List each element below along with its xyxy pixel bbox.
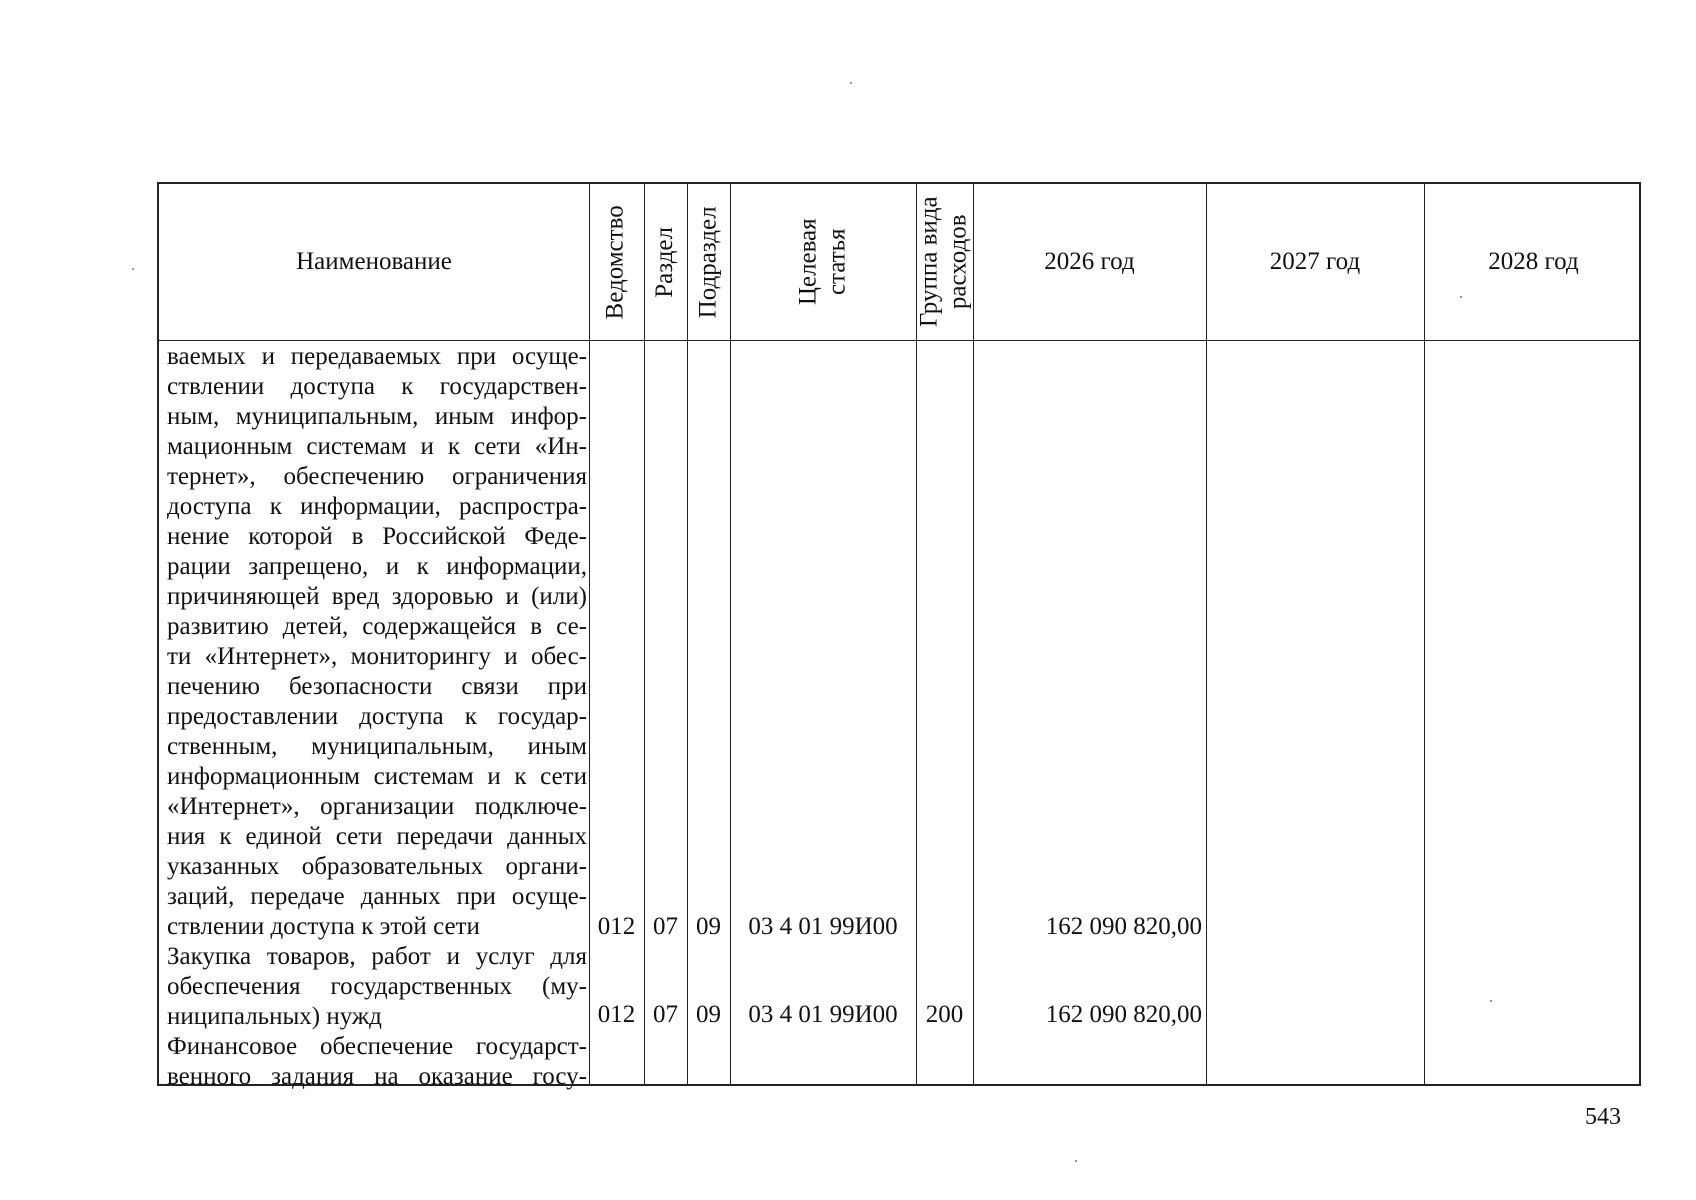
row-expense-group: 200 bbox=[925, 1001, 964, 1028]
name-line: «Интернет», организации подключе- bbox=[167, 793, 587, 820]
name-line: нение которой в Российской Феде- bbox=[167, 523, 587, 550]
header-target-article: Целевая статья bbox=[794, 218, 850, 306]
row-target-article: 03 4 01 99И00 bbox=[748, 913, 898, 940]
name-line: мационным системам и к сети «Ин- bbox=[167, 433, 587, 460]
name-line: тернет», обеспечению ограничения bbox=[167, 463, 587, 490]
row-subsection: 09 bbox=[696, 1001, 721, 1028]
row-department: 012 bbox=[597, 913, 636, 940]
name-line: печению безопасности связи при bbox=[167, 673, 587, 700]
row-department: 012 bbox=[597, 1001, 636, 1028]
row-year-2026: 162 090 820,00 bbox=[1045, 913, 1202, 940]
page-number: 543 bbox=[1585, 1104, 1621, 1130]
name-line: ваемых и передаваемых при осуще- bbox=[167, 343, 587, 370]
name-line: Закупка товаров, работ и услуг для bbox=[167, 943, 587, 970]
header-year-2027: 2027 год bbox=[1269, 247, 1361, 275]
header-subsection: Подраздел bbox=[694, 206, 722, 318]
scan-speck bbox=[850, 82, 852, 84]
name-line: предоставлении доступа к государ- bbox=[167, 703, 587, 730]
name-line: ным, муниципальным, иным инфор- bbox=[167, 403, 587, 430]
name-line: ти «Интернет», мониторингу и обес- bbox=[167, 643, 587, 670]
row-section: 07 bbox=[653, 913, 678, 940]
name-line: венного задания на оказание госу- bbox=[167, 1063, 587, 1090]
name-line: рации запрещено, и к информации, bbox=[167, 553, 587, 580]
header-divider bbox=[159, 340, 1639, 341]
header-year-2028: 2028 год bbox=[1488, 247, 1579, 275]
header-name: Наименование bbox=[296, 247, 452, 275]
name-line: развитию детей, содержащейся в се- bbox=[167, 613, 587, 640]
name-line: ственным, муниципальным, иным bbox=[167, 733, 587, 760]
row-section: 07 bbox=[653, 1001, 678, 1028]
name-line: ствлении доступа к этой сети bbox=[167, 913, 480, 940]
header-section: Раздел bbox=[651, 226, 679, 298]
row-subsection: 09 bbox=[696, 913, 721, 940]
name-line: ствлении доступа к государствен- bbox=[167, 373, 587, 400]
name-line: доступа к информации, распростра- bbox=[167, 493, 587, 520]
scan-speck bbox=[132, 268, 134, 270]
header-year-2026: 2026 год bbox=[1044, 247, 1135, 275]
row-target-article: 03 4 01 99И00 bbox=[748, 1001, 898, 1028]
scan-speck bbox=[1460, 296, 1462, 298]
name-line: информационным системам и к сети bbox=[167, 763, 587, 790]
scan-speck bbox=[1075, 1160, 1077, 1162]
header-department: Ведомство bbox=[602, 204, 630, 320]
name-line: заций, передаче данных при осуще- bbox=[167, 883, 587, 910]
name-line: Финансовое обеспечение государст- bbox=[167, 1033, 587, 1060]
name-cell-text bbox=[167, 342, 587, 1092]
name-line: ния к единой сети передачи данных bbox=[167, 823, 587, 850]
row-year-2026: 162 090 820,00 bbox=[1045, 1001, 1202, 1028]
budget-table bbox=[157, 182, 1641, 1090]
name-line: указанных образовательных органи- bbox=[167, 853, 587, 880]
header-expense-group: Группа вида расходов bbox=[915, 196, 972, 328]
name-line: ниципальных) нужд bbox=[167, 1003, 382, 1030]
scan-speck bbox=[1490, 1000, 1492, 1002]
name-line: причиняющей вред здоровью и (или) bbox=[167, 583, 587, 610]
name-line: обеспечения государственных (му- bbox=[167, 973, 587, 1000]
